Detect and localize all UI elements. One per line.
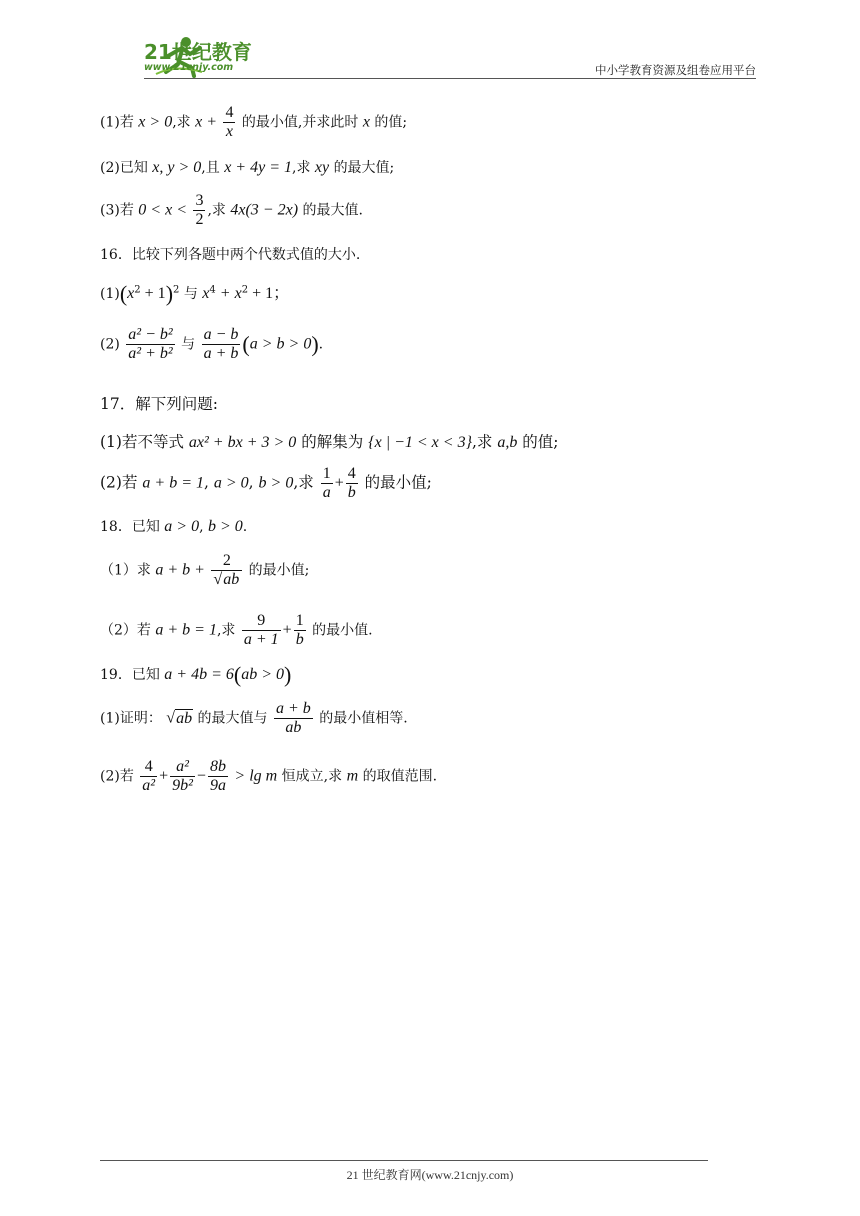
q19-2-fraction-3: $\frac{8b}{9a}$ <box>209 758 226 794</box>
q15-3-cond: 0 < x < <box>138 201 187 219</box>
right-paren: ) <box>311 331 319 357</box>
q19-1-sqrt: √ab <box>166 709 193 727</box>
q16-1-rhs3: + 1； <box>248 285 290 302</box>
header-platform-name: 中小学教育资源及组卷应用平台 <box>595 63 756 77</box>
q17-1-ineq: ax² + bx + 3 > 0 <box>188 434 297 451</box>
q18-1-prefix: （1）求 <box>100 562 151 579</box>
logo-url: www.21cnjy.com <box>144 62 234 73</box>
q15-2-xy: xy <box>314 159 330 176</box>
q15-3-mid: ,求 <box>207 202 226 219</box>
question-15-3 <box>100 192 363 229</box>
question-17-1 <box>100 430 559 452</box>
question-16-title: 16．比较下列各题中两个代数式值的大小. <box>100 247 361 263</box>
q16-1-rhs2: + x <box>215 285 242 302</box>
q15-1-var: x <box>362 113 370 131</box>
q18-1-end: 的最小值; <box>248 562 310 579</box>
question-19-2: (2)若 $\frac{4}{\text{a²}}$ + $\frac{\text{a²}}{\text{9b²}}$ − $\frac{8b}{9a}$ > lg m 恒成立,求 m 的取值范围. <box>100 758 438 794</box>
page-header <box>96 34 756 80</box>
q17-2-prefix: (2)若 <box>100 473 138 492</box>
q18-2-fraction-1: $\frac{9}{a + 1}$ <box>243 612 279 648</box>
q15-1-mid: ,求 <box>172 114 191 131</box>
left-paren: ( <box>233 662 242 687</box>
q16-2-fraction-2: $\frac{a - b}{a + b}$ <box>203 326 239 362</box>
q19-2-fraction-1: $\frac{4}{\text{a²}}$ <box>142 758 156 794</box>
right-paren: ) <box>284 662 292 687</box>
q17-2-fraction-2: $\frac{4}{b}$ <box>347 465 356 501</box>
q15-2-eq: x + 4y = 1 <box>224 159 292 176</box>
question-19-title <box>100 662 291 688</box>
question-18-2: （2）若 a + b = 1,求 $\frac{9}{a + 1}$ + $\frac{1}{b}$ 的最小值. <box>100 612 373 648</box>
q15-3-end: 的最大值. <box>302 202 363 219</box>
right-paren: ) <box>165 281 174 306</box>
q15-2-end: 的最大值; <box>333 160 395 176</box>
q17-2-fraction-1: $\frac{1}{a}$ <box>322 465 331 501</box>
q16-1-base: x <box>127 285 135 302</box>
question-16-2: (2) $\frac{\text{a² − b²}}{\text{a² + b²}}$ 与 $\frac{a - b}{a + b}$ (a > b > 0). <box>100 326 324 362</box>
q16-1-rhs: x <box>202 285 210 302</box>
q18-1-expr: a + b + <box>155 561 205 579</box>
q15-3-expr: 4x(3 − 2x) <box>230 201 299 219</box>
left-paren: ( <box>242 331 250 357</box>
q15-1-suffix: 的最小值,并求此时 <box>241 114 359 131</box>
q16-1-with: 与 <box>183 286 198 302</box>
question-19-1 <box>100 700 408 737</box>
q17-2-c2: a > 0 <box>213 474 249 492</box>
question-18-1 <box>100 552 309 589</box>
question-15-2 <box>100 157 394 177</box>
q19-1-prefix: (1)证明： <box>100 710 162 727</box>
q16-2-fraction-1: $\frac{\text{a² − b²}}{\text{a² + b²}}$ <box>128 326 173 362</box>
q18-2-mid: ,求 <box>216 622 236 639</box>
q19-1-fraction: $\frac{a + b}{ab}$ <box>275 700 311 736</box>
q17-1-prefix: (1)若不等式 <box>100 433 184 451</box>
header-divider <box>144 78 756 79</box>
q17-2-c1: a + b = 1 <box>142 474 204 492</box>
q16-2-with: 与 <box>181 336 196 353</box>
q18-title: 18．已知 <box>100 519 160 535</box>
question-16-1: $(1)(x^2 + 1)^2$ 与 $x^4 + x^2 + 1$； <box>100 281 290 306</box>
q19-cond: ab > 0 <box>241 666 284 683</box>
q17-1-ab: a,b <box>497 434 518 451</box>
question-17-2: (2)若 a + b = 1, a > 0, b > 0,求 $\frac{1}{a}$ + $\frac{4}{b}$ 的最小值; <box>100 465 432 501</box>
q16-1-prefix: (1) <box>100 286 120 302</box>
logo-text: 21世纪教育 <box>144 40 252 64</box>
q15-1-condition: x > 0 <box>138 113 173 131</box>
q15-2-mid: ,且 <box>201 160 220 176</box>
q17-2-c3: b > 0 <box>258 474 294 492</box>
q17-2-mid: ,求 <box>293 473 314 492</box>
q17-1-set: {x | −1 < x < 3} <box>368 434 472 451</box>
question-15-1 <box>100 104 407 141</box>
q19-2-end: 的取值范围. <box>362 768 438 785</box>
q17-1-end: 的值; <box>522 433 559 451</box>
q16-2-prefix: (2) <box>100 336 120 353</box>
footer-divider <box>100 1160 708 1161</box>
q19-2-rhs: > lg m <box>234 767 278 785</box>
q19-title: 19．已知 <box>100 667 160 683</box>
q18-c1: a > 0 <box>164 518 200 535</box>
footer-text: 21 世纪教育网(www.21cnjy.com) <box>346 1168 514 1182</box>
q15-1-end: 的值; <box>374 114 408 131</box>
q17-1-mid: 的解集为 <box>301 433 364 451</box>
q19-1-end: 的最小值相等. <box>319 710 408 727</box>
q19-2-fraction-2: $\frac{\text{a²}}{\text{9b²}}$ <box>172 758 193 794</box>
question-17-title: 17．解下列问题: <box>100 395 218 413</box>
left-paren: ( <box>119 281 128 306</box>
question-18-title: 18．已知 a > 0, b > 0. <box>100 518 248 535</box>
q15-2-prefix: (2)已知 <box>100 160 148 176</box>
q19-eq: a + 4b = 6 <box>164 666 234 683</box>
q15-1-prefix: (1)若 <box>100 114 134 131</box>
q17-1-mid2: ,求 <box>471 433 493 451</box>
q15-1-fraction: $\frac{4}{x}$ <box>225 104 234 140</box>
q18-c2: b > 0 <box>207 518 243 535</box>
q17-2-end: 的最小值; <box>364 473 432 492</box>
q19-2-m: m <box>346 767 359 785</box>
q16-2-cond: a > b > 0 <box>249 335 312 353</box>
q18-2-fraction-2: $\frac{1}{b}$ <box>295 612 304 648</box>
q18-2-prefix: （2）若 <box>100 622 151 639</box>
q19-1-mid: 的最大值与 <box>197 710 268 727</box>
q15-2-mid2: ,求 <box>292 160 311 176</box>
q18-2-cond: a + b = 1 <box>155 621 217 639</box>
q19-2-prefix: (2)若 <box>100 768 134 785</box>
q18-1-fraction: $\frac{2}{√ab}$ <box>211 552 242 589</box>
q16-1-plus1: + 1 <box>140 285 166 302</box>
q15-1-expr: x + <box>195 113 218 131</box>
q15-3-prefix: (3)若 <box>100 202 134 219</box>
q15-2-vars: x, y > 0 <box>152 159 202 176</box>
q19-2-mid: 恒成立,求 <box>281 768 343 785</box>
q18-2-end: 的最小值. <box>312 622 373 639</box>
q15-3-fraction: $\frac{3}{2}$ <box>195 192 204 228</box>
